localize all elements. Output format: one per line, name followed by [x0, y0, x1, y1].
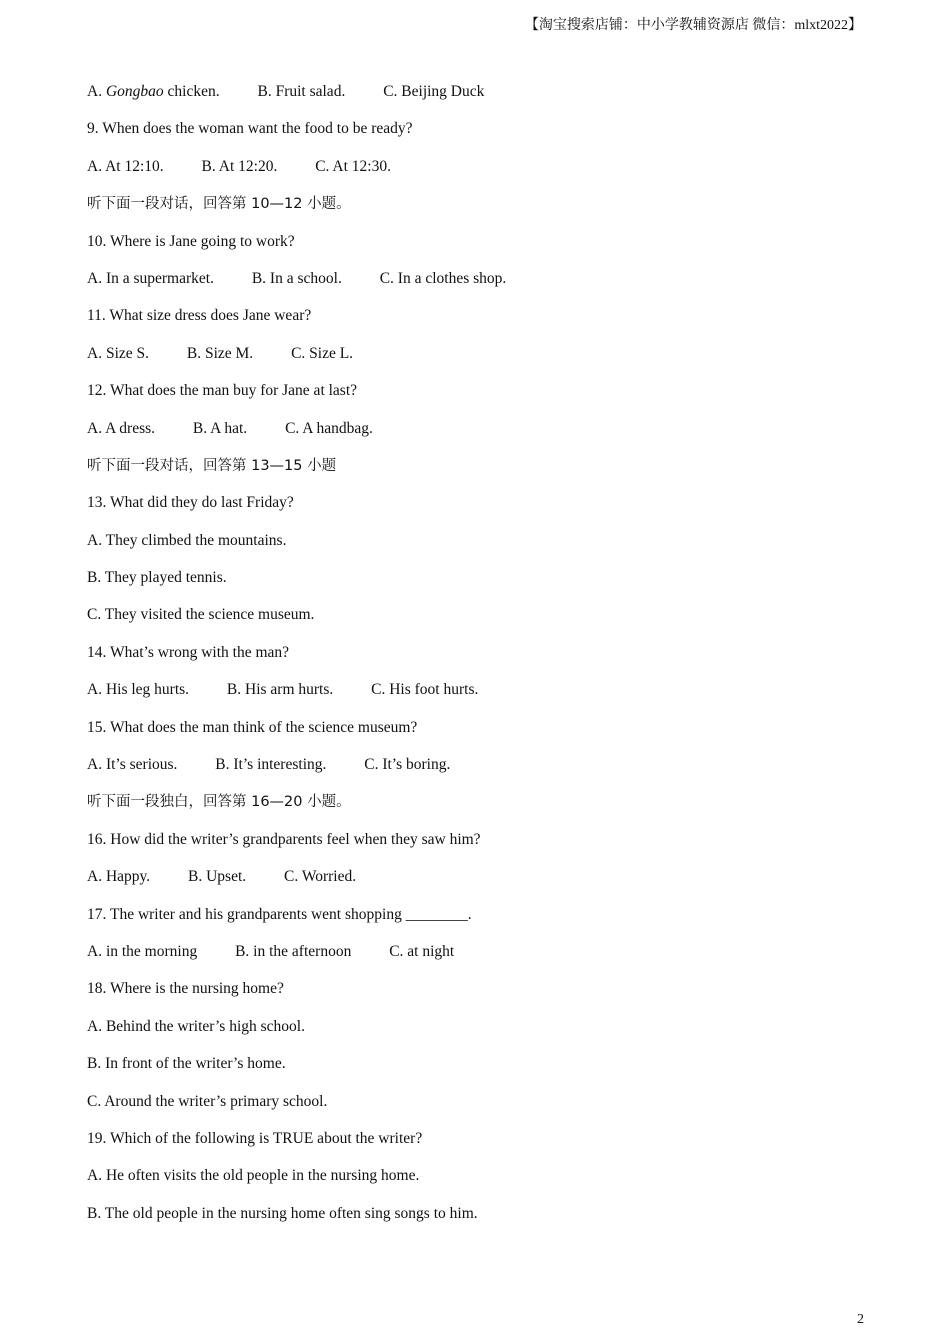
q19-option-a: A. He often visits the old people in the nursing home.: [87, 1167, 420, 1185]
q16-options: [87, 865, 867, 902]
exam-content: [87, 80, 867, 1239]
option-a: A. It’s serious.: [87, 756, 178, 774]
question-15: 15. What does the man think of the science museum?: [87, 718, 418, 736]
question-19: 19. Which of the following is TRUE about the writer?: [87, 1129, 423, 1147]
q18-option-c: C. Around the writer’s primary school.: [87, 1092, 328, 1110]
question-12: 12. What does the man buy for Jane at last?: [87, 382, 358, 400]
option-c: C. at night: [389, 942, 455, 960]
option-rest: chicken.: [163, 83, 220, 100]
option-c: C. Worried.: [284, 868, 357, 886]
question-16: 16. How did the writer’s grandparents feel when they saw him?: [87, 830, 481, 848]
q18-option-b: B. In front of the writer’s home.: [87, 1055, 286, 1073]
option-b: B. A hat.: [192, 419, 248, 437]
option-b: B. At 12:20.: [201, 157, 278, 175]
q14-options: [87, 678, 867, 715]
option-a: A. In a supermarket.: [87, 269, 214, 287]
option-c: C. At 12:30.: [315, 157, 391, 175]
q18-option-a: A. Behind the writer’s high school.: [87, 1017, 305, 1035]
option-b: B. In a school.: [251, 269, 342, 287]
q13-option-b: B. They played tennis.: [87, 569, 227, 587]
section-heading-13-15: 听下面一段对话，回答第 13—15 小题: [87, 457, 337, 474]
question-11: 11. What size dress does Jane wear?: [87, 307, 312, 325]
option-c: C. His foot hurts.: [371, 681, 479, 699]
page-header: 【淘宝搜索店铺：中小学教辅资源店 微信：mlxt2022】: [524, 18, 862, 33]
option-b: B. in the afternoon: [235, 942, 352, 960]
question-18: 18. Where is the nursing home?: [87, 980, 284, 998]
option-a: A. in the morning: [87, 942, 198, 960]
q9-options: [87, 155, 867, 192]
option-c: C. In a clothes shop.: [379, 269, 507, 287]
option-b: B. Upset.: [188, 868, 247, 886]
q13-option-c: C. They visited the science museum.: [87, 606, 315, 624]
q13-option-a: A. They climbed the mountains.: [87, 531, 287, 549]
option-a: A. Size S.: [87, 344, 149, 362]
option-a: A. At 12:10.: [87, 157, 164, 175]
section-heading-10-12: 听下面一段对话，回答第 10—12 小题。: [87, 196, 351, 213]
section-heading-16-20: 听下面一段独白，回答第 16—20 小题。: [87, 794, 351, 811]
question-14: 14. What’s wrong with the man?: [87, 643, 290, 661]
q19-option-b: B. The old people in the nursing home often sing songs to him.: [87, 1204, 478, 1222]
option-b: B. It’s interesting.: [215, 756, 327, 774]
q10-options: [87, 267, 867, 304]
q15-options: [87, 753, 867, 790]
q11-options: [87, 342, 867, 379]
question-13: 13. What did they do last Friday?: [87, 494, 294, 512]
option-a: A. A dress.: [87, 419, 156, 437]
option-a: [87, 80, 220, 104]
option-a: A. His leg hurts.: [87, 681, 190, 699]
q8-options: [87, 80, 867, 117]
option-c: C. It’s boring.: [364, 756, 451, 774]
option-italic-word: Gongbao: [105, 83, 164, 100]
option-b: B. Size M.: [186, 344, 254, 362]
option-c: C. A handbag.: [285, 419, 373, 437]
question-10: 10. Where is Jane going to work?: [87, 232, 295, 250]
option-c: C. Size L.: [291, 344, 354, 362]
option-b: B. Fruit salad.: [257, 83, 346, 100]
question-17: 17. The writer and his grandparents went shopping ________.: [87, 905, 472, 923]
question-9: 9. When does the woman want the food to be ready?: [87, 120, 413, 138]
q12-options: [87, 417, 867, 454]
page-number: 2: [857, 1312, 864, 1327]
option-c: C. Beijing Duck: [383, 83, 485, 100]
q17-options: [87, 940, 867, 977]
option-b: B. His arm hurts.: [226, 681, 334, 699]
option-a: A. Happy.: [87, 868, 151, 886]
option-prefix: A.: [87, 83, 106, 100]
